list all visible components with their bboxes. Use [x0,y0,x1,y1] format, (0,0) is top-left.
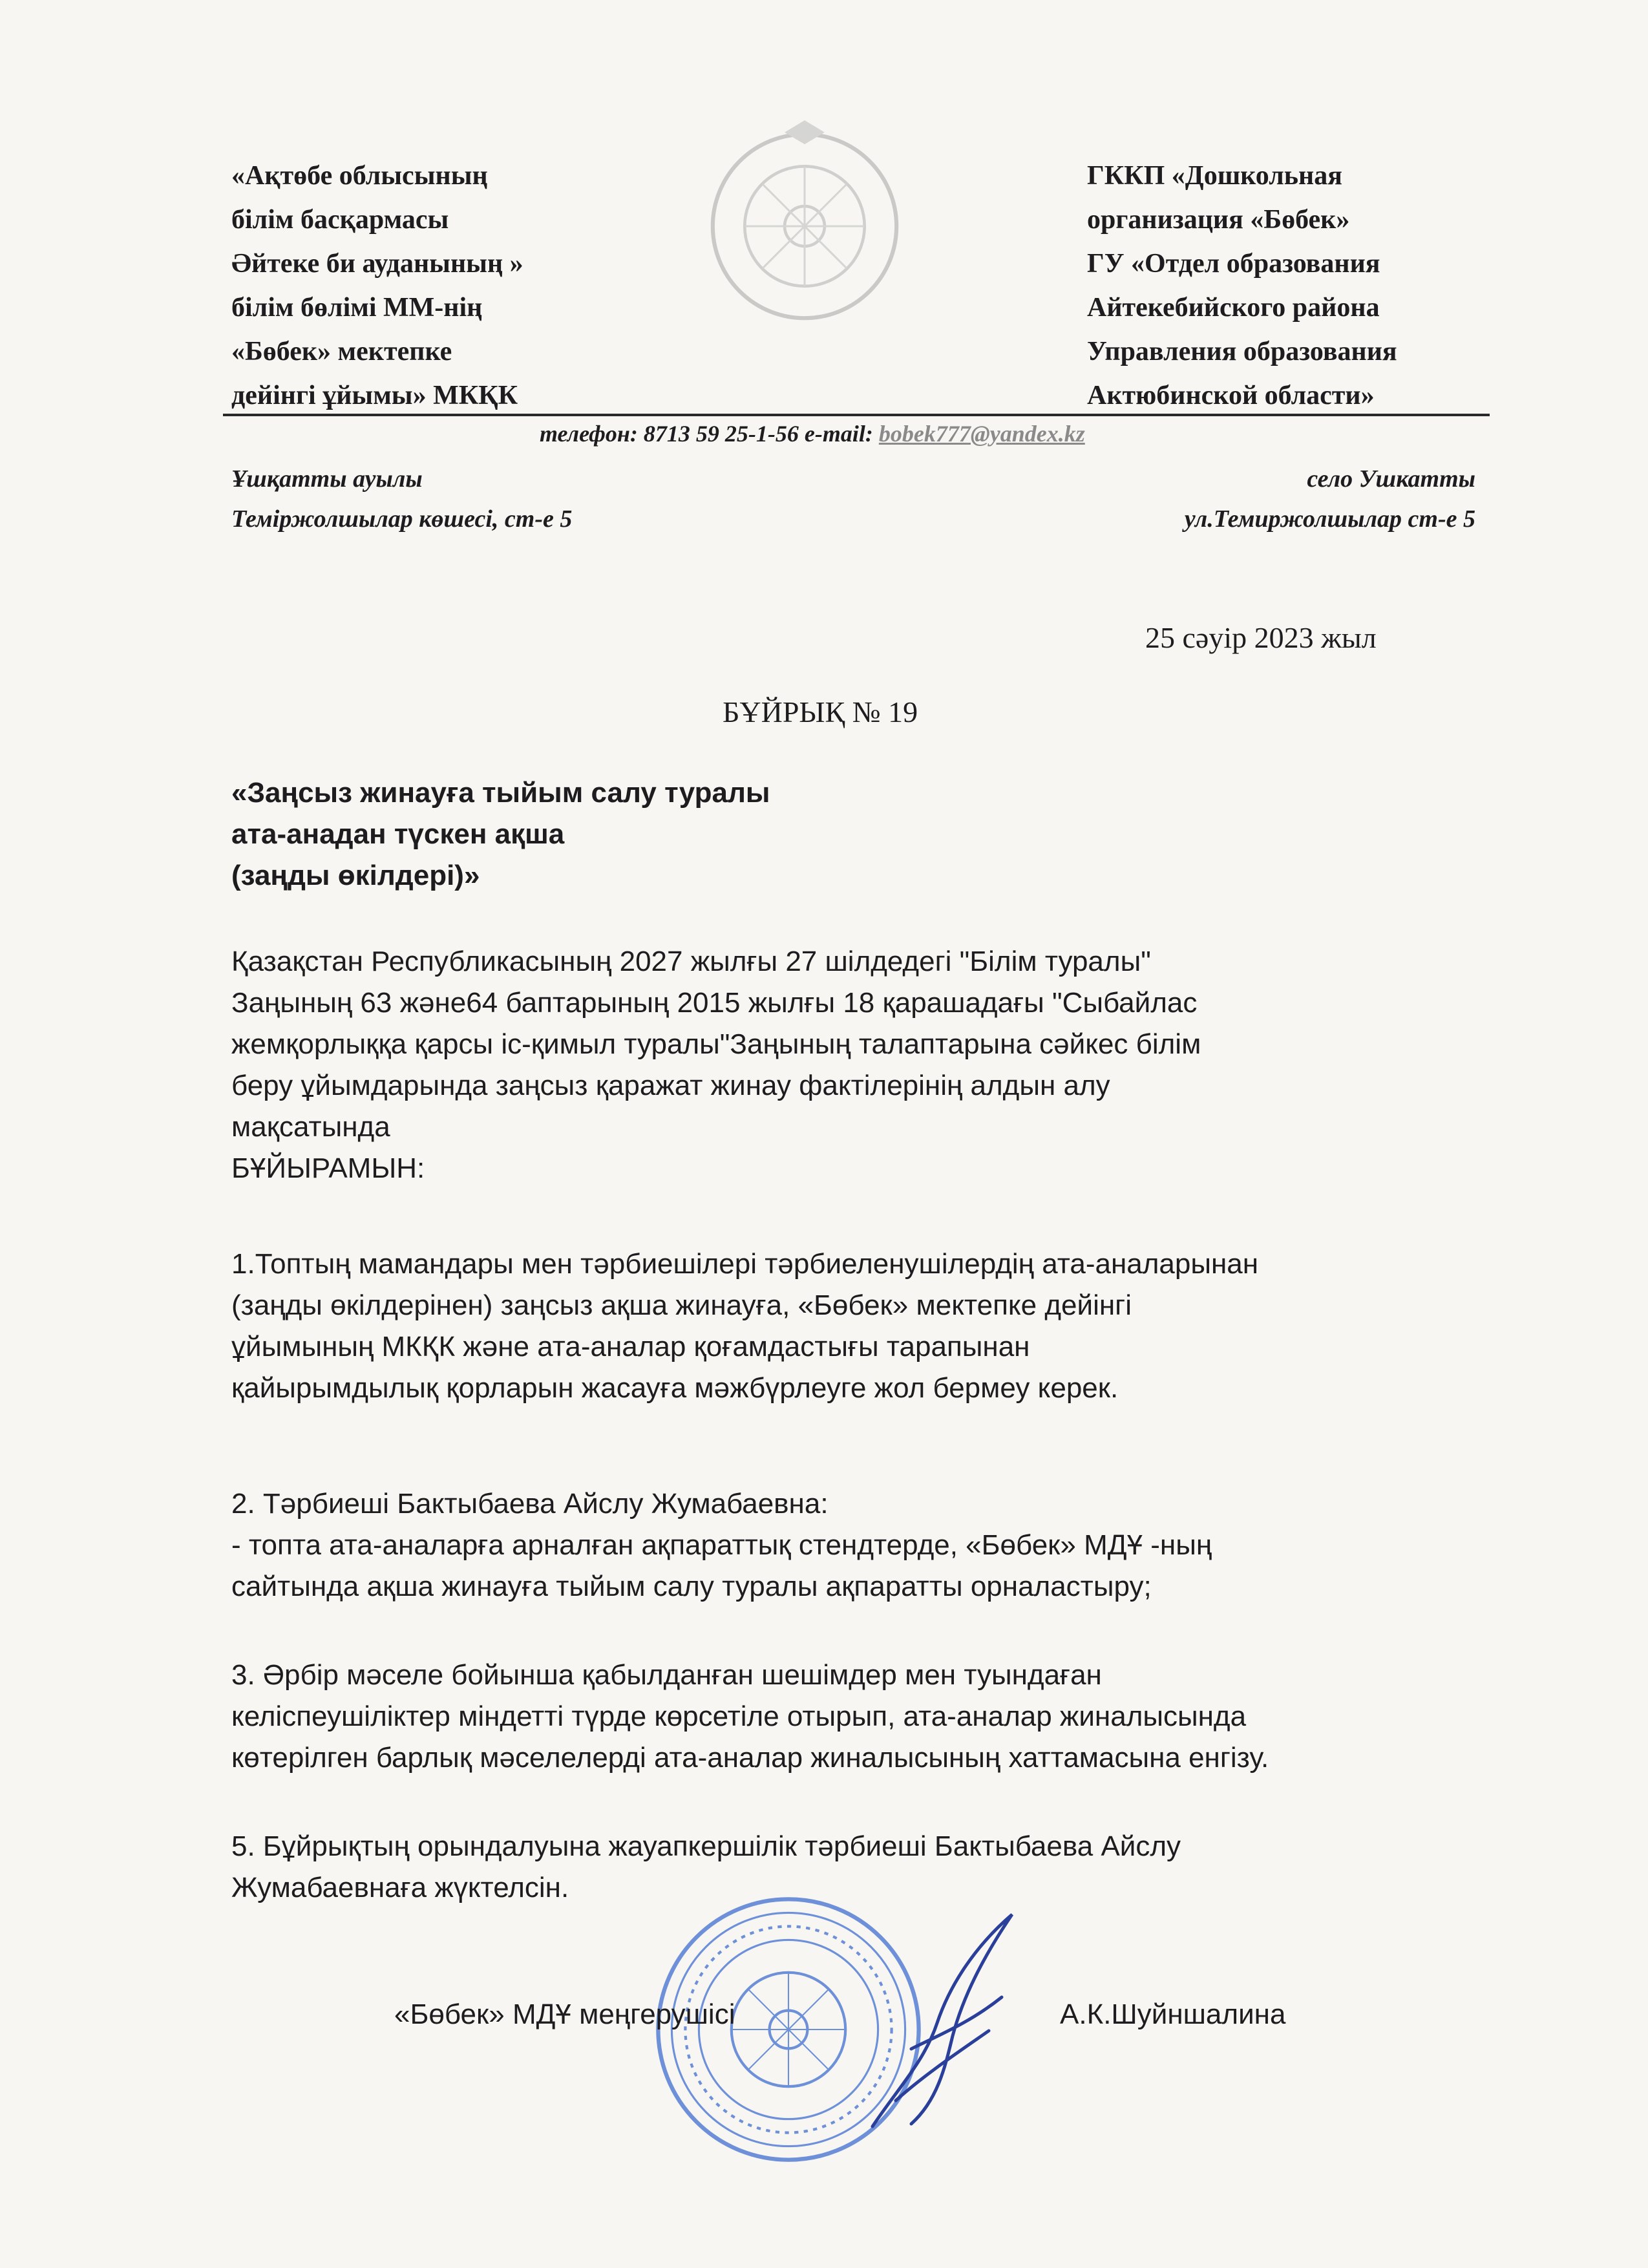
contact-email: bobek777@yandex.kz [878,421,1085,447]
paragraph-line: БҰЙЫРАМЫН: [231,1152,425,1184]
header-left-line: білім бөлімі ММ-нің [231,293,483,323]
header-left-line: дейінгі ұйымы» МКҚК [231,381,518,410]
paragraph-line: мақсатында [231,1111,390,1143]
order-item-3 [231,1655,1498,1779]
paragraph-line: Заңының 63 және64 баптарының 2015 жылғы 18 қарашадағы "Сыбайлас [231,987,1198,1019]
document-date: 25 сәуір 2023 жыл [1145,621,1377,654]
subject-line: «Заңсыз жинауға тыйым салу туралы [231,777,770,809]
paragraph-line: - топта ата-аналарға арналған ақпараттық стендтерде, «Бөбек» МДҰ -ның [231,1529,1212,1561]
paragraph-line: беру ұйымдарында заңсыз қаражат жинау фактілерінің алдын алу [231,1070,1110,1101]
header-left-line: «Ақтөбе облысының [231,161,488,191]
paragraph-line: қайырымдылық қорларын жасауға мәжбүрлеуге жол бермеу керек. [231,1372,1119,1404]
preamble-paragraph [231,941,1498,1189]
handwritten-signature-icon [860,1907,1028,2139]
header-right-russian [1087,154,1397,418]
paragraph-line: 5. Бұйрықтың орындалуына жауапкершілік тәрбиеші Бактыбаева Айслу [231,1830,1181,1862]
address-left [231,459,572,539]
order-item-2 [231,1483,1498,1607]
header-right-line: Актюбинской области» [1087,381,1375,410]
header-left-line: «Бөбек» мектепке [231,337,452,366]
header-right-line: Айтекебийского района [1087,293,1380,323]
paragraph-line: көтерілген барлық мәселелерді ата-аналар жиналысының хаттамасына енгізу. [231,1742,1269,1774]
paragraph-line: келіспеушіліктер міндетті түрде көрсетіле отырып, ата-аналар жиналысында [231,1701,1247,1732]
address-right [1091,459,1475,539]
header-right-line: организация «Бөбек» [1087,205,1350,235]
subject-line: (заңды өкілдері)» [231,860,480,891]
header-right-line: Управления образования [1087,337,1397,366]
order-item-1 [231,1244,1498,1409]
header-left-line: Әйтеке би ауданының » [231,249,523,279]
address-left-line: Теміржолшылар көшесі, ст-е 5 [231,505,573,533]
address-right-line: ул.Темиржолшылар ст-е 5 [1184,505,1475,533]
subject-line: ата-анадан түскен ақша [231,818,565,850]
header-divider [223,414,1490,416]
contact-phone: телефон: 8713 59 25-1-56 e-mail: [540,421,879,447]
address-left-line: Ұшқатты ауылы [231,465,423,493]
address-right-line: село Ушкатты [1307,465,1475,493]
paragraph-line: сайтында ақша жинауға тыйым салу туралы ақпаратты орналастыру; [231,1571,1152,1602]
signature-position: «Бөбек» МДҰ меңгерушісі [394,1998,735,2030]
header-right-line: ГККП «Дошкольная [1087,161,1342,191]
order-title: БҰЙРЫҚ № 19 [723,695,918,728]
paragraph-line: (заңды өкілдерінен) заңсыз ақша жинауға, «Бөбек» мектепке дейінгі [231,1289,1132,1321]
paragraph-line: жемқорлыққа қарсы іс-қимыл туралы"Заңының талаптарына сәйкес білім [231,1028,1201,1060]
signature-name: А.К.Шуйншалина [1060,1998,1286,2030]
header-left-line: білім басқармасы [231,205,449,235]
paragraph-line: 2. Тәрбиеші Бактыбаева Айслу Жумабаевна: [231,1488,829,1520]
paragraph-line: 1.Топтың мамандары мен тәрбиешілері тәрбиеленушілердің ата-аналарынан [231,1248,1259,1280]
paragraph-line: 3. Әрбір мәселе бойынша қабылданған шешімдер мен туындаған [231,1659,1102,1691]
order-subject [231,772,770,896]
paragraph-line: ұйымының МКҚК және ата-аналар қоғамдастығы тарапынан [231,1331,1030,1362]
paragraph-line: Жумабаевнаға жүктелсін. [231,1872,569,1903]
paragraph-line: Қазақстан Республикасының 2027 жылғы 27 шілдедегі "Білім туралы" [231,946,1151,977]
header-right-line: ГУ «Отдел образования [1087,249,1380,279]
header-left-kazakh [231,154,523,418]
contact-line [540,420,1085,447]
state-emblem-icon [704,116,905,336]
